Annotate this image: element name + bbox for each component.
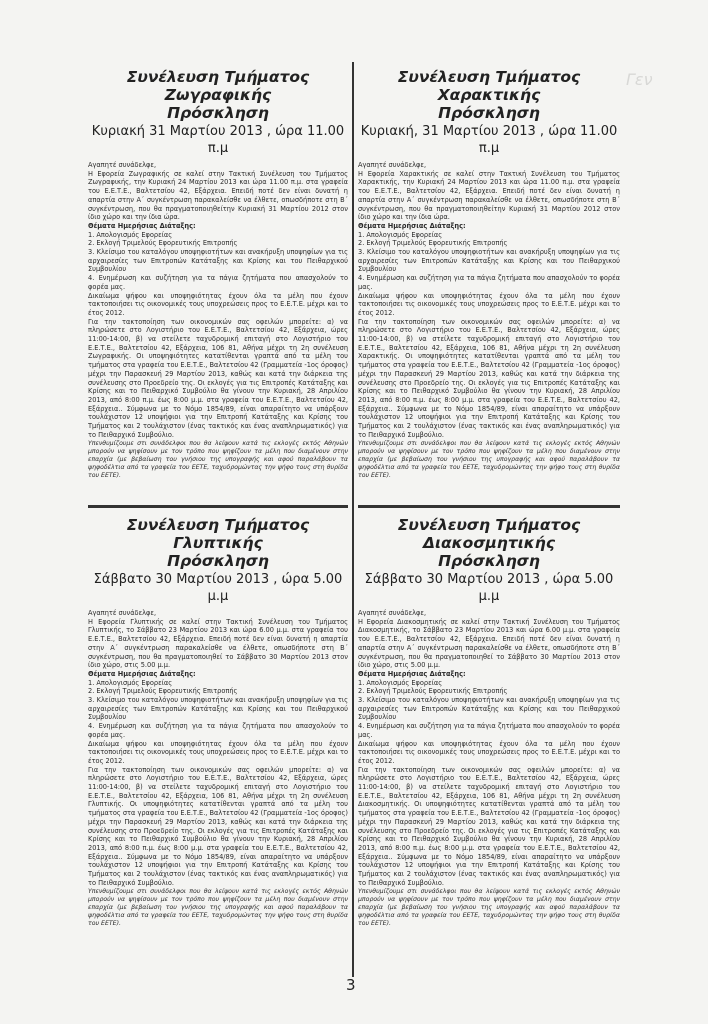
column-divider (352, 62, 354, 977)
salutation: Αγαπητέ συνάδελφε, (358, 161, 427, 169)
agenda-item: 4. Ενημέρωση και συζήτηση για τα πάγια ζητήματα που απασχολούν το φορέα μας. (358, 274, 620, 291)
notice-title: Συνέλευση Τμήματος Γλυπτικής (126, 516, 310, 552)
agenda-heading: Θέματα Ημερήσιας Διάταξης: (88, 221, 196, 230)
agenda-item: 4. Ενημέρωση και συζήτηση για τα πάγια ζητήματα που απασχολούν το φορέα μας. (88, 722, 348, 739)
notice-subtitle: Πρόσκληση (167, 552, 269, 570)
agenda-item: 3. Κλείσιμο του καταλόγου υποψηφιοτήτων και ανακήρυξη υποψηφίων για τις αρχαιρεσίες των Επιτροπών Κατάταξης και Κρίσης και του Πειθαρχικού Συμβουλίου (358, 696, 620, 722)
agenda-heading: Θέματα Ημερήσιας Διάταξης: (358, 669, 466, 678)
notice-body (88, 161, 348, 481)
agenda-heading: Θέματα Ημερήσιας Διάταξης: (88, 669, 196, 678)
notice-body (88, 609, 348, 929)
agenda-item: 2. Εκλογή Τριμελούς Εφορευτικής Επιτροπής (358, 687, 508, 696)
notice-body (358, 161, 620, 481)
notice-datetime: Σάββατο 30 Μαρτίου 2013 , ώρα 5.00 μ.μ (364, 572, 614, 604)
agenda-item: 1. Απολογισμός Εφορείας (358, 678, 443, 687)
invitation-paragraph: Η Εφορεία Χαρακτικής σε καλεί στην Τακτική Συνέλευση του Τμήματος Χαρακτικής, την Κυριακή 24 Μαρτίου 2013 και ώρα 11.00 π.μ. στα γραφεία του Ε.Ε.Τ.Ε., Βαλτετσίου 42, Εξάρχεια. Επειδή ποτέ δεν είναι δυνατή η απαρτία στην Α΄ συγκέντρωση παρακαλείσθε να έλθετε, οπωσδήποτε στη Β΄ συγκέντρωση, που θα πραγματοποιηθείτην Κυριακή 31 Μαρτίου 2012 στον ίδιο χώρο και την ίδια ώρα. (358, 169, 620, 222)
notice-datetime: Κυριακή, 31 Μαρτίου 2013 , ώρα 11.00 π.μ (360, 124, 618, 156)
reminder-note: Υπενθυμίζουμε στι συνάδελφοι που θα λείψουν κατά τις εκλογές εκτός Αθηνών μπορούν να ψηφίσουν με τον τρόπο που ψηφίζουν τα μέλη που διαμένουν στην επαρχία (με βεβαίωση του γνήσιου της υπογραφής και αφού παραλάβουν τα ψηφοδέλτια από τα γραφεία του ΕΕΤΕ, ταχυδρομώντας την ψήφο τους στη θυρίδα του ΕΕΤΕ). (358, 887, 620, 928)
payment-paragraph: Για την τακτοποίηση των οικονομικών σας οφειλών μπορείτε: α) να πληρώσετε στο Λογιστήριο του Ε.Ε.Τ.Ε., Βαλτετσίου 42, Εξάρχεια, ώρες 11:00-14:00, β) να στείλετε ταχυδρομική επιταγή στο Λογιστήριο του Ε.Ε.Τ.Ε., Βαλτετσίου 42, Εξάρχεια, 106 81, Αθήνα μέχρι τη 2η συνέλευση Χαρακτικής. Οι υποψηφιότητες κατατίθενται γραπτά από τα μέλη του τμήματος στα γραφεία του Ε.Ε.Τ.Ε., Βαλτετσίου 42 (Γραμματεία -1ος όροφος) μέχρι την Παρασκευή 29 Μαρτίου 2013, καθώς και κατά την διάρκεια της συνέλευσης στο Προεδρείο της. Οι εκλογές για τις Επιτροπές Κατάταξης και Κρίσης και το Πειθαρχικό Συμβούλιο θα γίνουν την Κυριακή, 28 Απριλίου 2013, από 8:00 π.μ. έως 8:00 μ.μ. στα γραφεία του Ε.Ε.Τ.Ε., Βαλτετσίου 42, Εξάρχεια.. Σύμφωνα με το Νόμο 1854/89, είναι απαραίτητο να υπάρξουν τουλάχιστον 12 υποψήφιοι για την Επιτροπή Κατάταξης και Κρίσης του Τμήματος και 2 τουλάχιστον (ένας τακτικός και ένας αναπληρωματικός) για το Πειθαρχικό Συμβούλιο. (358, 317, 620, 439)
salutation: Αγαπητέ συνάδελφε, (88, 609, 157, 617)
salutation: Αγαπητέ συνάδελφε, (358, 609, 427, 617)
notice-datetime: Κυριακή 31 Μαρτίου 2013 , ώρα 11.00 π.μ (91, 124, 345, 156)
invitation-paragraph: Η Εφορεία Ζωγραφικής σε καλεί στην Τακτική Συνέλευση του Τμήματος Ζωγραφικής, την Κυριακή 24 Μαρτίου 2013 και ώρα 11.00 π.μ. στα γραφεία του Ε.Ε.Τ.Ε., Βαλτετσίου 42, Εξάρχεια. Επειδή ποτέ δεν είναι δυνατή η απαρτία στην Α΄ συγκέντρωση παρακαλείσθε να έλθετε, οπωσδήποτε στη Β΄ συγκέντρωση, που θα πραγματοποιηθείτην Κυριακή 31 Μαρτίου 2012 στον ίδιο χώρο και την ίδια ώρα. (88, 169, 348, 222)
notice-decorative (358, 516, 620, 972)
notice-subtitle: Πρόσκληση (438, 552, 540, 570)
section-divider-left (88, 505, 348, 508)
notice-painting (88, 68, 348, 500)
agenda-item: 3. Κλείσιμο του καταλόγου υποψηφιοτήτων και ανακήρυξη υποψηφίων για τις αρχαιρεσίες των Επιτροπών Κατάταξης και Κρίσης και του Πειθαρχικού Συμβουλίου (88, 696, 348, 722)
bleed-through-text: Γεν (626, 70, 653, 89)
agenda-item: 4. Ενημέρωση και συζήτηση για τα πάγια ζητήματα που απασχολούν το φορέα μας. (358, 722, 620, 739)
invitation-paragraph: Η Εφορεία Διακοσμητικής σε καλεί στην Τακτική Συνέλευση του Τμήματος Διακοσμητικής, το Σάββατο 23 Μαρτίου 2013 και ώρα 6.00 μ.μ. στα γραφεία του Ε.Ε.Τ.Ε., Βαλτετσίου 42, Εξάρχεια. Επειδή ποτέ δεν είναι δυνατή η απαρτία στην Α΄ συγκέντρωση παρακαλείσθε να έλθετε, οπωσδήποτε στη Β΄ συγκέντρωση, που θα πραγματοποιηθεί το Σάββατο 30 Μαρτίου 2013 στον ίδιο χώρο, στις 5.00 μ.μ. (358, 617, 620, 670)
agenda-item: 2. Εκλογή Τριμελούς Εφορευτικής Επιτροπής (358, 239, 508, 248)
notice-title: Συνέλευση Τμήματος Ζωγραφικής (126, 68, 310, 104)
notice-sculpture (88, 516, 348, 972)
agenda-item: 1. Απολογισμός Εφορείας (88, 230, 173, 239)
notice-datetime: Σάββατο 30 Μαρτίου 2013 , ώρα 5.00 μ.μ (93, 572, 343, 604)
notice-printmaking (358, 68, 620, 500)
agenda-item: 3. Κλείσιμο του καταλόγου υποψηφιοτήτων και ανακήρυξη υποψηφίων για τις αρχαιρεσίες των Επιτροπών Κατάταξης και Κρίσης και του Πειθαρχικού Συμβουλίου (358, 248, 620, 274)
voting-rights-paragraph: Δικαίωμα ψήφου και υποψηφιότητας έχουν όλα τα μέλη που έχουν τακτοποιήσει τις οικονομικές τους υποχρεώσεις προς το Ε.Ε.Τ.Ε. μέχρι και το έτος 2012. (88, 291, 348, 317)
agenda-item: 1. Απολογισμός Εφορείας (358, 230, 443, 239)
invitation-paragraph: Η Εφορεία Γλυπτικής σε καλεί στην Τακτική Συνέλευση του Τμήματος Γλυπτικής, το Σάββατο 23 Μαρτίου 2013 και ώρα 6.00 μ.μ. στα γραφεία του Ε.Ε.Τ.Ε., Βαλτετσίου 42, Εξάρχεια. Επειδή ποτέ δεν είναι δυνατή η απαρτία στην Α΄ συγκέντρωση παρακαλείσθε να έλθετε, οπωσδήποτε στη Β΄ συγκέντρωση, που θα πραγματοποιηθεί το Σάββατο 30 Μαρτίου 2013 στον ίδιο χώρο, στις 5.00 μ.μ. (88, 617, 348, 670)
notice-subtitle: Πρόσκληση (438, 104, 540, 122)
reminder-note: Υπενθυμίζουμε στι συνάδελφοι που θα λείψουν κατά τις εκλογές εκτός Αθηνών μπορούν να ψηφίσουν με τον τρόπο που ψηφίζουν τα μέλη που διαμένουν στην επαρχία (με βεβαίωση του γνήσιου της υπογραφής και αφού παραλάβουν τα ψηφοδέλτια από τα γραφεία του ΕΕΤΕ, ταχυδρομώντας την ψήφο τους στη θυρίδα του ΕΕΤΕ). (88, 887, 348, 928)
section-divider-right (358, 505, 620, 508)
notice-body (358, 609, 620, 929)
voting-rights-paragraph: Δικαίωμα ψήφου και υποψηφιότητας έχουν όλα τα μέλη που έχουν τακτοποιήσει τις οικονομικές τους υποχρεώσεις προς το Ε.Ε.Τ.Ε. μέχρι και το έτος 2012. (358, 739, 620, 765)
agenda-item: 1. Απολογισμός Εφορείας (88, 678, 173, 687)
reminder-note: Υπενθυμίζουμε στι συνάδελφοι που θα λείψουν κατά τις εκλογές εκτός Αθηνών μπορούν να ψηφίσουν με τον τρόπο που ψηφίζουν τα μέλη που διαμένουν στην επαρχία (με βεβαίωση του γνήσιου της υπογραφής και αφού παραλάβουν τα ψηφοδέλτια από τα γραφεία του ΕΕΤΕ, ταχυδρομώντας την ψήφο τους στη θυρίδα του ΕΕΤΕ). (88, 439, 348, 480)
salutation: Αγαπητέ συνάδελφε, (88, 161, 157, 169)
notice-title: Συνέλευση Τμήματος Διακοσμητικής (397, 516, 581, 552)
agenda-heading: Θέματα Ημερήσιας Διάταξης: (358, 221, 466, 230)
agenda-item: 2. Εκλογή Τριμελούς Εφορευτικής Επιτροπής (88, 239, 238, 248)
payment-paragraph: Για την τακτοποίηση των οικονομικών σας οφειλών μπορείτε: α) να πληρώσετε στο Λογιστήριο του Ε.Ε.Τ.Ε., Βαλτετσίου 42, Εξάρχεια, ώρες 11:00-14:00, β) να στείλετε ταχυδρομική επιταγή στο Λογιστήριο του Ε.Ε.Τ.Ε., Βαλτετσίου 42, Εξάρχεια, 106 81, Αθήνα μέχρι τη 2η συνέλευση Γλυπτικής. Οι υποψηφιότητες κατατίθενται γραπτά από τα μέλη του τμήματος στα γραφεία του Ε.Ε.Τ.Ε., Βαλτετσίου 42 (Γραμματεία -1ος όροφος) μέχρι την Παρασκευή 29 Μαρτίου 2013, καθώς και κατά την διάρκεια της συνέλευσης στο Προεδρείο της. Οι εκλογές για τις Επιτροπές Κατάταξης και Κρίσης και το Πειθαρχικό Συμβούλιο θα γίνουν την Κυριακή, 28 Απριλίου 2013, από 8:00 π.μ. έως 8:00 μ.μ. στα γραφεία του Ε.Ε.Τ.Ε., Βαλτετσίου 42, Εξάρχεια.. Σύμφωνα με το Νόμο 1854/89, είναι απαραίτητο να υπάρξουν τουλάχιστον 12 υποψήφιοι για την Επιτροπή Κατάταξης και Κρίσης του Τμήματος και 2 τουλάχιστον (ένας τακτικός και ένας αναπληρωματικός) για το Πειθαρχικό Συμβούλιο. (88, 765, 348, 887)
reminder-note: Υπενθυμίζουμε στι συνάδελφοι που θα λείψουν κατά τις εκλογές εκτός Αθηνών μπορούν να ψηφίσουν με τον τρόπο που ψηφίζουν τα μέλη που διαμένουν στην επαρχία (με βεβαίωση του γνήσιου της υπογραφής και αφού παραλάβουν τα ψηφοδέλτια από τα γραφεία του ΕΕΤΕ, ταχυδρομώντας την ψήφο τους στη θυρίδα του ΕΕΤΕ). (358, 439, 620, 480)
payment-paragraph: Για την τακτοποίηση των οικονομικών σας οφειλών μπορείτε: α) να πληρώσετε στο Λογιστήριο του Ε.Ε.Τ.Ε., Βαλτετσίου 42, Εξάρχεια, ώρες 11:00-14:00, β) να στείλετε ταχυδρομική επιταγή στο Λογιστήριο του Ε.Ε.Τ.Ε., Βαλτετσίου 42, Εξάρχεια, 106 81, Αθήνα μέχρι τη 2η συνέλευση Διακοσμητικής. Οι υποψηφιότητες κατατίθενται γραπτά από τα μέλη του τμήματος στα γραφεία του Ε.Ε.Τ.Ε., Βαλτετσίου 42 (Γραμματεία -1ος όροφος) μέχρι την Παρασκευή 29 Μαρτίου 2013, καθώς και κατά την διάρκεια της συνέλευσης στο Προεδρείο της. Οι εκλογές για τις Επιτροπές Κατάταξης και Κρίσης και το Πειθαρχικό Συμβούλιο θα γίνουν την Κυριακή, 28 Απριλίου 2013, από 8:00 π.μ. έως 8:00 μ.μ. στα γραφεία του Ε.Ε.Τ.Ε., Βαλτετσίου 42, Εξάρχεια.. Σύμφωνα με το Νόμο 1854/89, είναι απαραίτητο να υπάρξουν τουλάχιστον 12 υποψήφιοι για την Επιτροπή Κατάταξης και Κρίσης του Τμήματος και 2 τουλάχιστον (ένας τακτικός και ένας αναπληρωματικός) για το Πειθαρχικό Συμβούλιο. (358, 765, 620, 887)
agenda-item: 2. Εκλογή Τριμελούς Εφορευτικής Επιτροπής (88, 687, 238, 696)
payment-paragraph: Για την τακτοποίηση των οικονομικών σας οφειλών μπορείτε: α) να πληρώσετε στο Λογιστήριο του Ε.Ε.Τ.Ε., Βαλτετσίου 42, Εξάρχεια, ώρες 11:00-14:00, β) να στείλετε ταχυδρομική επιταγή στο Λογιστήριο του Ε.Ε.Τ.Ε., Βαλτετσίου 42, Εξάρχεια, 106 81, Αθήνα μέχρι τη 2η συνέλευση Ζωγραφικής. Οι υποψηφιότητες κατατίθενται γραπτά από τα μέλη του τμήματος στα γραφεία του Ε.Ε.Τ.Ε., Βαλτετσίου 42 (Γραμματεία -1ος όροφος) μέχρι την Παρασκευή 29 Μαρτίου 2013, καθώς και κατά την διάρκεια της συνέλευσης στο Προεδρείο της. Οι εκλογές για τις Επιτροπές Κατάταξης και Κρίσης και το Πειθαρχικό Συμβούλιο θα γίνουν την Κυριακή, 28 Απριλίου 2013, από 8:00 π.μ. έως 8:00 μ.μ. στα γραφεία του Ε.Ε.Τ.Ε., Βαλτετσίου 42, Εξάρχεια.. Σύμφωνα με το Νόμο 1854/89, είναι απαραίτητο να υπάρξουν τουλάχιστον 12 υποψήφιοι για την Επιτροπή Κατάταξης και Κρίσης του Τμήματος και 2 τουλάχιστον (ένας τακτικός και ένας αναπληρωματικός) για το Πειθαρχικό Συμβούλιο. (88, 317, 348, 439)
agenda-item: 3. Κλείσιμο του καταλόγου υποψηφιοτήτων και ανακήρυξη υποψηφίων για τις αρχαιρεσίες των Επιτροπών Κατάταξης και Κρίσης και του Πειθαρχικού Συμβουλίου (88, 248, 348, 274)
notice-subtitle: Πρόσκληση (167, 104, 269, 122)
voting-rights-paragraph: Δικαίωμα ψήφου και υποψηφιότητας έχουν όλα τα μέλη που έχουν τακτοποιήσει τις οικονομικές τους υποχρεώσεις προς το Ε.Ε.Τ.Ε. μέχρι και το έτος 2012. (358, 291, 620, 317)
page-number: 3 (346, 976, 356, 994)
notice-title: Συνέλευση Τμήματος Χαρακτικής (397, 68, 581, 104)
voting-rights-paragraph: Δικαίωμα ψήφου και υποψηφιότητας έχουν όλα τα μέλη που έχουν τακτοποιήσει τις οικονομικές τους υποχρεώσεις προς το Ε.Ε.Τ.Ε. μέχρι και το έτος 2012. (88, 739, 348, 765)
agenda-item: 4. Ενημέρωση και συζήτηση για τα πάγια ζητήματα που απασχολούν το φορέα μας. (88, 274, 348, 291)
